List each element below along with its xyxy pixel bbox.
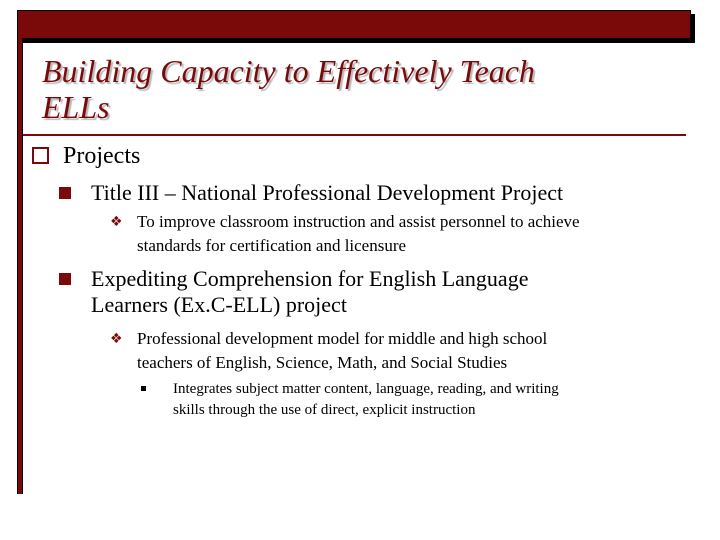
title-underline bbox=[23, 134, 686, 136]
filled-square-bullet-icon bbox=[59, 273, 71, 285]
sub-bullet-improve-instruction-text bbox=[137, 210, 580, 258]
bullet-exc-ell-line2: Learners (Ex.C-ELL) project bbox=[91, 292, 347, 317]
bullet-projects bbox=[32, 142, 140, 170]
sub-bullet-improve-line1: To improve classroom instruction and assist personnel to achieve bbox=[137, 212, 580, 231]
sub-bullet-pd-model-line1: Professional development model for middle and high school bbox=[137, 329, 548, 348]
detail-bullet-integrates bbox=[137, 379, 677, 421]
bullet-exc-ell-line1: Expediting Comprehension for English Language bbox=[91, 266, 529, 291]
diamond-bullet-icon: ❖ bbox=[110, 214, 123, 230]
header-bar bbox=[17, 10, 691, 39]
bullet-title-iii-text: Title III – National Professional Development Project bbox=[91, 180, 564, 205]
sub-bullet-pd-model bbox=[110, 327, 680, 375]
slide-title-line2: ELLs bbox=[42, 89, 110, 125]
detail-bullet-integrates-line1: Integrates subject matter content, language, reading, and writing bbox=[173, 381, 559, 397]
hollow-square-bullet-icon bbox=[32, 147, 49, 164]
sub-bullet-pd-model-line2: teachers of English, Science, Math, and Social Studies bbox=[137, 353, 508, 372]
sub-bullet-improve-line2: standards for certification and licensure bbox=[137, 236, 407, 255]
filled-square-bullet-icon bbox=[59, 187, 71, 199]
bullet-projects-text: Projects bbox=[63, 143, 141, 169]
bullet-exc-ell bbox=[57, 266, 528, 318]
bullet-title-iii bbox=[57, 180, 563, 206]
detail-bullet-integrates-line2: skills through the use of direct, explicit instruction bbox=[173, 402, 476, 418]
left-accent-bar bbox=[17, 38, 23, 494]
bullet-exc-ell-text bbox=[91, 266, 528, 318]
small-square-bullet-icon bbox=[141, 386, 146, 391]
sub-bullet-improve-instruction bbox=[110, 210, 680, 258]
diamond-bullet-icon: ❖ bbox=[110, 331, 123, 347]
sub-bullet-pd-model-text bbox=[137, 327, 547, 375]
slide-title-line1: Building Capacity to Effectively Teach bbox=[42, 53, 535, 89]
detail-bullet-integrates-text bbox=[173, 379, 559, 421]
slide-title bbox=[42, 53, 662, 125]
